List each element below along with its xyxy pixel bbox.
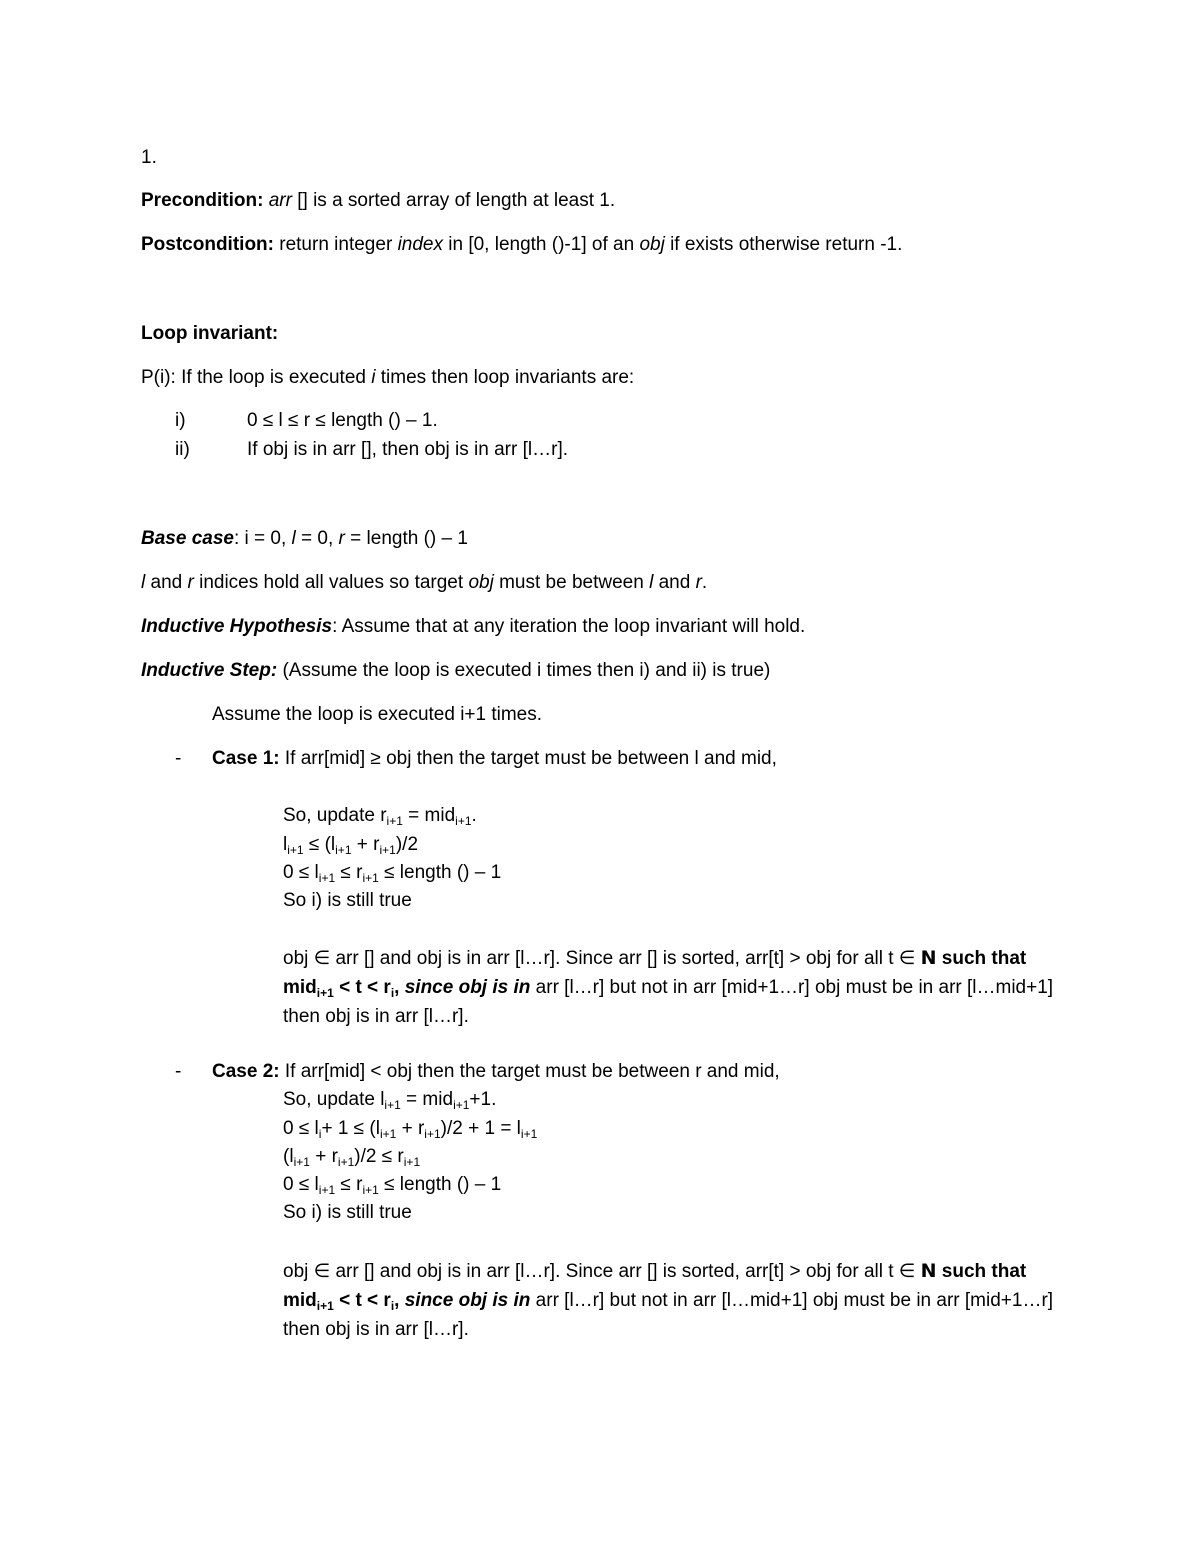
invariant-item-text: If obj is in arr [], then obj is in arr [l…r].	[247, 439, 568, 460]
case2-dash: -	[175, 1061, 182, 1082]
postcondition-label: Postcondition:	[141, 234, 274, 255]
case1-para-line2: $mid_{i+1} < t < r_i$, since obj is in arr [l…r] but not in arr [mid+1…r] obj must be in arr [l…mid+1]	[283, 977, 1054, 1000]
case1-ineq2: $0 \le l_{i+1} \le r_{i+1}$ ≤ length () – 1	[283, 862, 502, 885]
invariant-statement: P(i): If the loop is executed i times then loop invariants are:	[141, 367, 635, 388]
case2-para-line1: obj ∈ arr [] and obj is in arr [l…r]. Since arr [] is sorted, arr[t] > obj for all t ∈ N such that	[283, 1260, 1027, 1282]
invariant-item: i)	[175, 410, 186, 431]
case2-para-line3: then obj is in arr [l…r].	[283, 1319, 469, 1340]
case1-still-true: So i) is still true	[283, 890, 412, 911]
case1-line: Case 1: If arr[mid] ≥ obj then the target must be between l and mid,	[212, 748, 777, 769]
inductive-step-label: Inductive Step:	[141, 660, 278, 681]
inductive-hypothesis-label: Inductive Hypothesis	[141, 616, 333, 637]
inductive-step-line: Inductive Step: (Assume the loop is executed i times then i) and ii) is true)	[141, 660, 771, 681]
case1-ineq1: $l_{i+1} \le (l_{i+1} + r_{i+1})/2$	[283, 834, 419, 857]
case1-label: Case 1:	[212, 748, 280, 769]
loop-invariant-title: Loop invariant:	[141, 323, 279, 344]
question-number: 1.	[141, 147, 157, 168]
invariant-item-text: 0 ≤ l ≤ r ≤ length () – 1.	[247, 410, 438, 431]
case2-ineq1: $0 \le l_i+ 1 \le (l_{i+1} + r_{i+1})/2 + 1 = l_{i+1}$	[283, 1118, 538, 1141]
case2-label: Case 2:	[212, 1061, 280, 1082]
case2-still-true: So i) is still true	[283, 1202, 412, 1223]
case1-dash: -	[175, 748, 182, 769]
base-case-line: Base case: i = 0, l = 0, r = length () – 1	[141, 528, 468, 549]
invariant-item: ii)	[175, 439, 190, 460]
base-case-explanation: l and r indices hold all values so target obj must be between l and r.	[141, 572, 708, 593]
precondition-label: Precondition:	[141, 190, 264, 211]
case2-para-line2: $mid_{i+1} < t < r_i$, since obj is in arr [l…r] but not in arr [l…mid+1] obj must be in arr [mid+1…r]	[283, 1290, 1054, 1313]
case2-ineq2: $(l_{i+1} + r_{i+1})/2 \le r_{i+1}$	[283, 1146, 421, 1169]
case2-update: So, update $l_{i+1} = mid_{i+1}+1$.	[283, 1089, 497, 1112]
case1-para-line1: obj ∈ arr [] and obj is in arr [l…r]. Since arr [] is sorted, arr[t] > obj for all t ∈ N such that	[283, 947, 1027, 969]
case1-para-line3: then obj is in arr [l…r].	[283, 1006, 469, 1027]
precondition-line: Precondition: arr [] is a sorted array of length at least 1.	[141, 190, 616, 211]
postcondition-line: Postcondition: return integer index in [0, length ()-1] of an obj if exists otherwise return -1.	[141, 234, 903, 255]
inductive-hypothesis-line: Inductive Hypothesis: Assume that at any iteration the loop invariant will hold.	[141, 616, 806, 637]
case2-line: Case 2: If arr[mid] < obj then the target must be between r and mid,	[212, 1061, 780, 1082]
case2-ineq3: $0 \le l_{i+1} \le r_{i+1}$ ≤ length () – 1	[283, 1174, 502, 1197]
base-case-label: Base case	[141, 528, 234, 549]
assume-line: Assume the loop is executed i+1 times.	[212, 704, 543, 725]
case1-update: So, update $r_{i+1} = mid_{i+1}$.	[283, 805, 477, 828]
